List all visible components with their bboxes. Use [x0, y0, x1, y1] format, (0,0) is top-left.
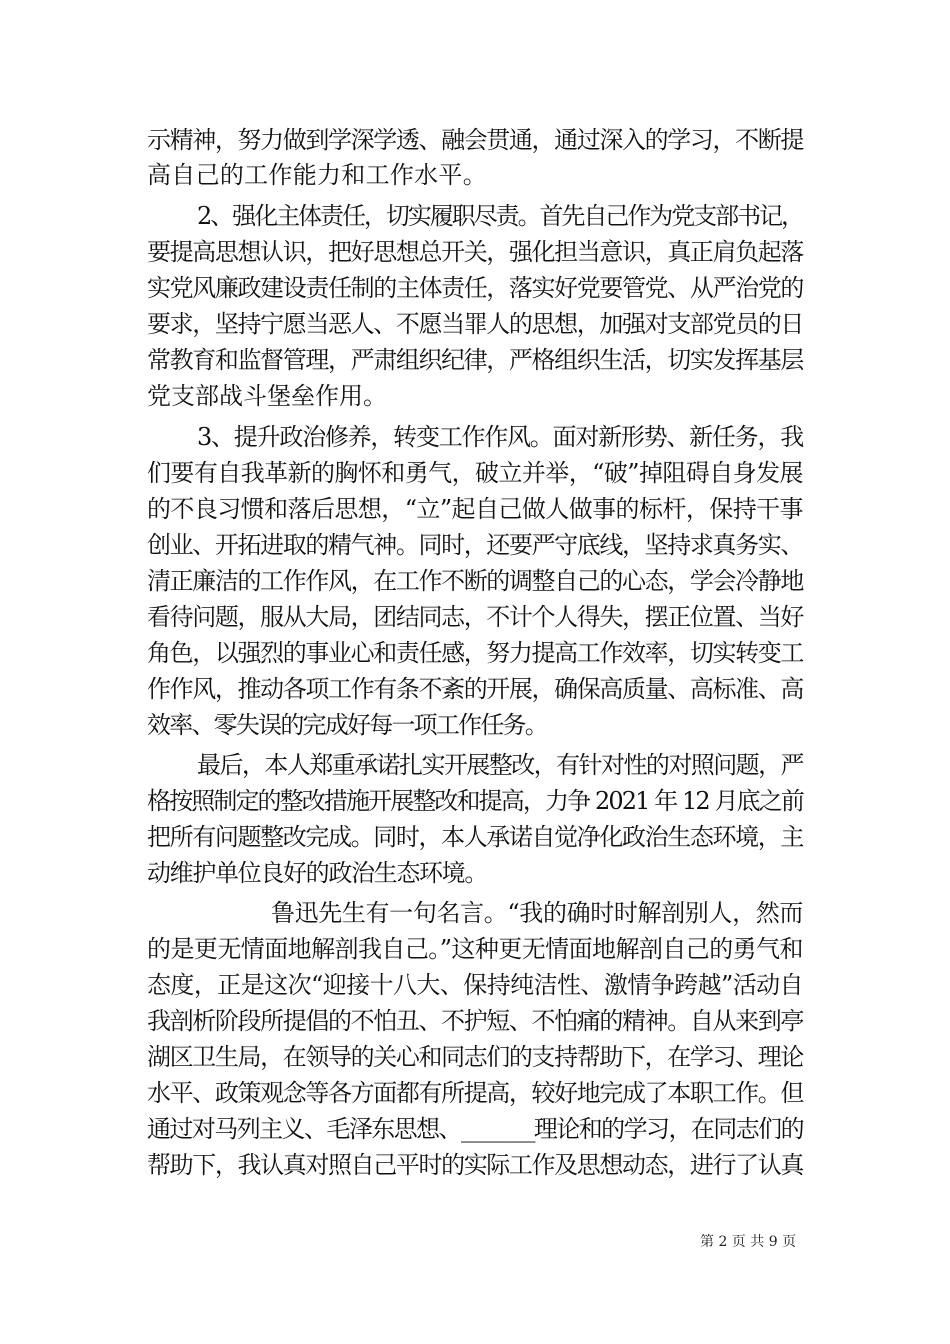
text-line: 2、强化主体责任，切实履职尽责。首先自己作为党支部书记，	[197, 202, 803, 230]
text-line: 创业、开拓进取的精气神。同时，还要严守底线，坚持求真务实、	[147, 531, 803, 559]
text-line: 格按照制定的整改措施开展整改和提高，力争 2021 年 12 月底之前	[147, 787, 803, 815]
text-line: 党支部战斗堡垒作用。	[147, 382, 387, 410]
text-line: 把所有问题整改完成。同时，本人承诺自觉净化政治生态环境，主	[147, 823, 803, 851]
text-line: 们要有自我革新的胸怀和勇气，破立并举，“破”掉阻碍自身发展	[147, 459, 803, 487]
text-line: 常教育和监督管理，严肃组织纪律，严格组织生活，切实发挥基层	[147, 346, 803, 374]
text-line: 的不良习惯和落后思想，“立”起自己做人做事的标杆，保持干事	[147, 495, 803, 523]
text-line: 要提高思想认识，把好思想总开关，强化担当意识，真正肩负起落	[147, 238, 803, 266]
text-line: 湖区卫生局，在领导的关心和同志们的支持帮助下，在学习、理论	[147, 1043, 803, 1071]
text-line: 实党风廉政建设责任制的主体责任，落实好党要管党、从严治党的	[147, 274, 803, 302]
text-line: 的是更无情面地解剖我自己。”这种更无情面地解剖自己的勇气和	[147, 935, 803, 963]
text-line: 要求，坚持宁愿当恶人、不愿当罪人的思想，加强对支部党员的日	[147, 310, 803, 338]
text-line: 鲁迅先生有一句名言。“我的确时时解剖别人，然而	[271, 899, 803, 927]
text-line: 态度，正是这次“迎接十八大、保持纯洁性、激情争跨越”活动自	[147, 971, 803, 999]
text-line: 清正廉洁的工作作风，在工作不断的调整自己的心态，学会冷静地	[147, 567, 803, 595]
text-line: 示精神，努力做到学深学透、融会贯通，通过深入的学习，不断提	[147, 126, 803, 154]
text-line: 作作风，推动各项工作有条不紊的开展，确保高质量、高标准、高	[147, 675, 803, 703]
text-line: 3、提升政治修养，转变工作作风。面对新形势、新任务，我	[197, 423, 803, 451]
text-line: 通过对马列主义、毛泽东思想、_______理论和的学习，在同志们的	[147, 1115, 803, 1143]
text-line: 最后，本人郑重承诺扎实开展整改，有针对性的对照问题，严	[197, 751, 803, 779]
text-line: 看待问题，服从大局，团结同志，不计个人得失，摆正位置、当好	[147, 603, 803, 631]
text-line: 效率、零失误的完成好每一项工作任务。	[147, 711, 547, 739]
text-line: 角色，以强烈的事业心和责任感，努力提高工作效率，切实转变工	[147, 639, 803, 667]
text-line: 高自己的工作能力和工作水平。	[147, 161, 487, 189]
text-line: 帮助下，我认真对照自己平时的实际工作及思想动态，进行了认真	[147, 1151, 803, 1179]
text-line: 水平、政策观念等各方面都有所提高，较好地完成了本职工作。但	[147, 1079, 803, 1107]
text-line: 动维护单位良好的政治生态环境。	[147, 859, 487, 887]
page-number: 第 2 页 共 9 页	[700, 1234, 797, 1250]
text-line: 我剖析阶段所提倡的不怕丑、不护短、不怕痛的精神。自从来到亭	[147, 1007, 803, 1035]
